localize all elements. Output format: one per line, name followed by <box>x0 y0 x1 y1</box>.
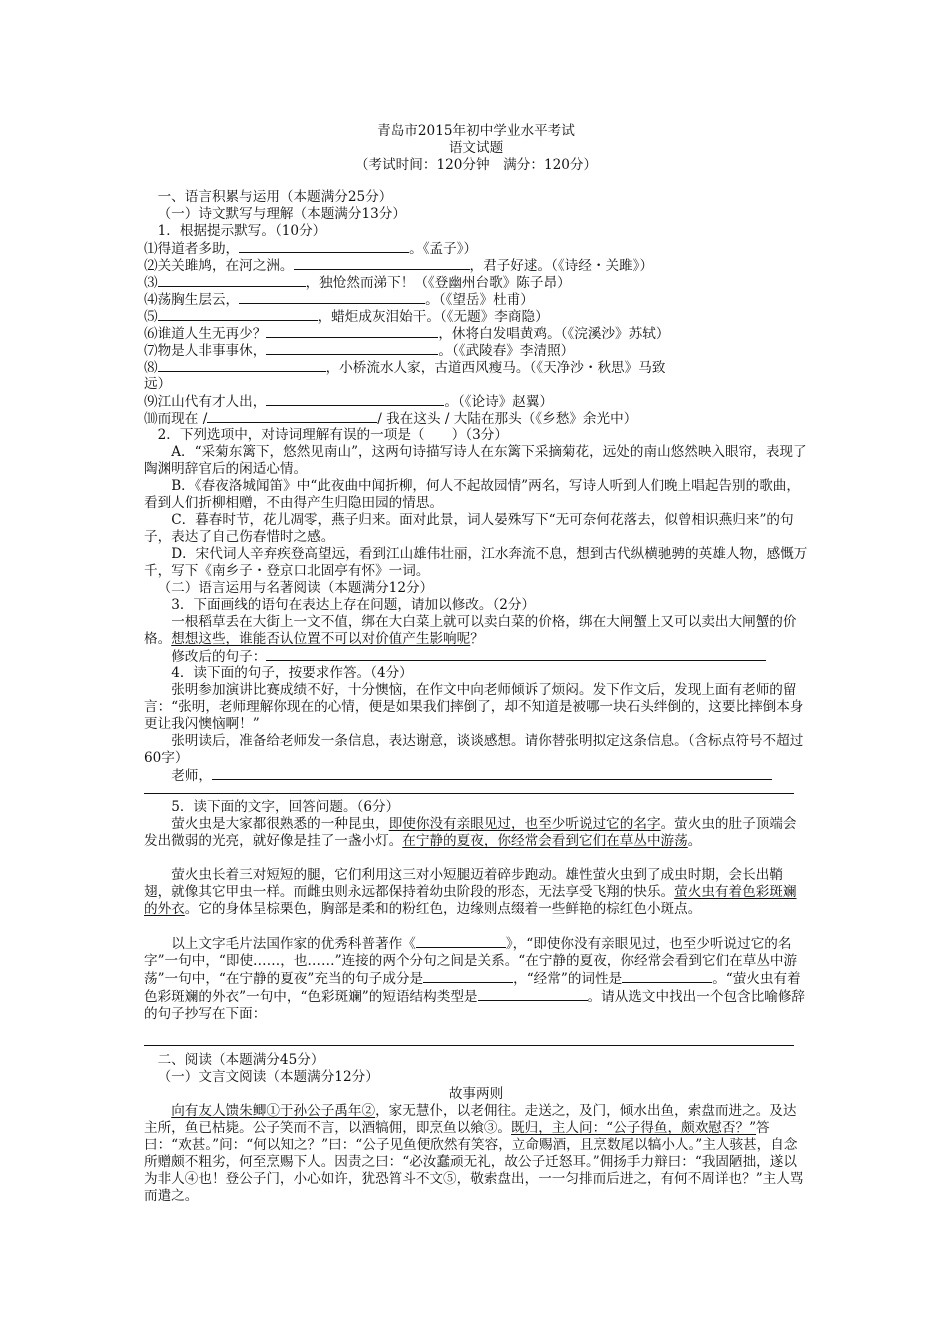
answer-blank[interactable] <box>266 325 438 338</box>
q2-option-b: B．《春夜洛城闻笛》中“此夜曲中闻折柳，何人不起故园情”两名，写诗人听到人们晚上唱起告别的歌曲，看到人们折柳相赠，不由得产生归隐田园的情思。 <box>144 478 800 511</box>
q4-answer-line[interactable] <box>212 767 772 780</box>
answer-blank[interactable] <box>239 291 425 304</box>
answer-blank[interactable] <box>622 970 712 983</box>
answer-blank[interactable] <box>423 970 513 983</box>
exam-info: （考试时间：120分钟 满分：120分） <box>354 157 598 173</box>
part1-sub1-heading: （一）诗文默写与理解（本题满分13分） <box>157 206 406 222</box>
q2-option-c: C．暮春时节，花儿凋零，燕子归来。面对此景，词人晏殊写下“无可奈何花落去，似曾相识燕归来”的句子，表达了自己伤春惜时之感。 <box>144 512 794 545</box>
q3-stem: 3．下面画线的语句在表达上存在问题，请加以修改。（2分） <box>171 597 536 613</box>
q5-questions: 以上文字毛片法国作家的优秀科普著作《 》，“即使你没有亲眼见过，也至少听说过它的名字”一句中，“即使……，也……”连接的两个分句之间是关系。“在宁静的夏夜，你经常会看到它们在草丛中游荡”一句中，“在宁静的夏夜”充当的句子成分是 ，“经常”的词性是 。“萤火虫有着色彩斑斓的外衣”一句中，“色彩斑斓”的短语结构类型是 。请从选文中找出一个包含比喻修辞的句子抄写在下面： <box>144 936 806 1022</box>
exam-title: 青岛市2015年初中学业水平考试 <box>377 123 575 139</box>
q1-item-3: ⑶ ，独怆然而涕下！（《登幽州台歌》陈子昂） <box>144 275 571 291</box>
q5-paragraph-1: 萤火虫是大家都很熟悉的一种昆虫，即使你没有亲眼见过，也至少听说过它的名字。萤火虫的肚子顶端会发出微弱的光亮，就好像是挂了一盏小灯。在宁静的夏夜，你经常会看到它们在草丛中游荡。 <box>144 816 797 849</box>
story-title: 故事两则 <box>448 1086 504 1102</box>
answer-blank[interactable] <box>294 257 470 270</box>
q1-stem: 1．根据提示默写。（10分） <box>157 223 327 239</box>
q1-item-7: ⑺物是人非事事休， 。（《武陵春》李清照） <box>144 343 575 359</box>
q3-text: 一根稻草丢在大街上一文不值，绑在大白菜上就可以卖白菜的价格，绑在大闸蟹上又可以卖出大闸蟹的价格。想想这些，谁能否认位置不可以对价值产生影响呢？ <box>144 614 797 647</box>
answer-blank[interactable] <box>207 410 377 423</box>
q5-paragraph-2: 萤火虫长着三对短短的腿，它们利用这三对小短腿迈着碎步跑动。雄性萤火虫到了成虫时期，会长出鞘翅，就像其它甲虫一样。而雌虫则永远都保持着幼虫阶段的形态，无法享受飞翔的快乐。萤火虫有着色彩斑斓的外衣。它的身体呈棕栗色，胸部是柔和的粉红色，边缘则点缀着一些鲜艳的棕红色小斑点。 <box>144 867 797 917</box>
part1-heading: 一、语言积累与运用（本题满分25分） <box>157 189 393 205</box>
q3-revise-label: 修改后的句子： <box>144 648 808 666</box>
answer-blank[interactable] <box>158 359 326 372</box>
q1-item-8-cont: 远） <box>144 376 172 392</box>
q1-item-6: ⑹谁道人生无再少？ ，休将白发唱黄鸡。（《浣溪沙》苏轼） <box>144 326 670 342</box>
q4-task: 张明读后，准备给老师发一条信息，表达谢意，谈谈感想。请你替张明拟定这条信息。（含标点符号不超过60字） <box>144 733 804 766</box>
q2-option-d: D．宋代词人辛弃疾登高望远，看到江山雄伟壮丽，江水奔流不息，想到古代纵横驰骋的英雄人物，感慨万千，写下《南乡子・登京口北固亭有怀》一词。 <box>144 546 808 579</box>
q1-item-5: ⑸ ，蜡炬成灰泪始干。（《无题》李商隐） <box>144 309 549 325</box>
q1-item-2: ⑵关关雎鸠，在河之洲。 ，君子好逑。（《诗经・关雎》） <box>144 258 654 274</box>
answer-blank[interactable] <box>266 393 444 406</box>
answer-blank[interactable] <box>158 308 318 321</box>
q1-item-8: ⑻ ，小桥流水人家，古道西风瘦马。（《天净沙・秋思》马致 <box>144 360 666 376</box>
q2-stem: 2．下列选项中，对诗词理解有误的一项是（ ）（3分） <box>157 427 508 443</box>
q4-answer: 老师， <box>144 767 808 785</box>
q1-item-10: ⑽而现在 / / 我在这头 / 大陆在那头（《乡愁》余光中） <box>144 411 638 427</box>
q5-stem: 5．读下面的文字，回答问题。（6分） <box>171 799 400 815</box>
q1-item-1: ⑴得道者多助， 。《孟子》） <box>144 241 478 257</box>
q2-option-a: A．“采菊东篱下，悠然见南山”，这两句诗描写诗人在东篱下采摘菊花，远处的南山悠然映入眼帘，表现了陶渊明辞官后的闲适心情。 <box>144 444 807 477</box>
q4-answer-line-2[interactable] <box>144 793 794 794</box>
answer-blank[interactable] <box>478 988 588 1001</box>
answer-blank[interactable] <box>239 240 409 253</box>
q4-stem: 4．读下面的句子，按要求作答。（4分） <box>171 665 413 681</box>
exam-subtitle: 语文试题 <box>448 140 504 156</box>
part2-sub1-heading: （一）文言文阅读（本题满分12分） <box>157 1069 379 1085</box>
q1-item-9: ⑼江山代有才人出， 。（《论诗》赵翼） <box>144 394 554 410</box>
part2-heading: 二、阅读（本题满分45分） <box>157 1052 325 1068</box>
answer-blank[interactable] <box>158 274 306 287</box>
q3-underlined-sentence: 想想这些，谁能否认位置不可以对价值产生影响呢 <box>171 631 471 647</box>
part1-sub2-heading: （二）语言运用与名著阅读（本题满分12分） <box>157 580 434 596</box>
q1-item-4: ⑷荡胸生层云， 。（《望岳》杜甫） <box>144 292 534 308</box>
q5-answer-line[interactable] <box>144 1045 794 1046</box>
answer-blank[interactable] <box>416 935 506 948</box>
q3-answer-line[interactable] <box>266 648 766 661</box>
classical-passage: 向有友人馈朱鲫①于孙公子禹年②，家无慧仆，以老佣往。走送之，及门，倾水出鱼，索盘而进之。及达主所，鱼已枯毙。公子笑而不言，以酒犒佣，即烹鱼以飨③。既归，主人问：“公子得鱼，颇欢慰否？”答曰：“欢甚。”问：“何以知之？”曰：“公子见鱼便欣然有笑容，立命赐酒，且烹数尾以犒小人。”主人骇甚，自念所赠颇不粗劣，何至烹赐下人。因责之曰：“必汝蠢顽无礼，故公子迁怒耳。”佣扬手力辩曰：“我固陋拙，遂以为非人④也！登公子门，小心如许，犹恐筲斗不文⑤，敬索盘出，一一匀排而后进之，有何不周详也？”主人骂而遣之。 <box>144 1103 804 1204</box>
q4-passage: 张明参加演讲比赛成绩不好，十分懊恼，在作文中向老师倾诉了烦闷。发下作文后，发现上面有老师的留言：“张明，老师理解你现在的心情，便是如果我们摔倒了，却不知道是被哪一块石头绊倒的，这要比摔倒本身更让我闪懊恼啊！” <box>144 682 804 732</box>
answer-blank[interactable] <box>266 342 438 355</box>
